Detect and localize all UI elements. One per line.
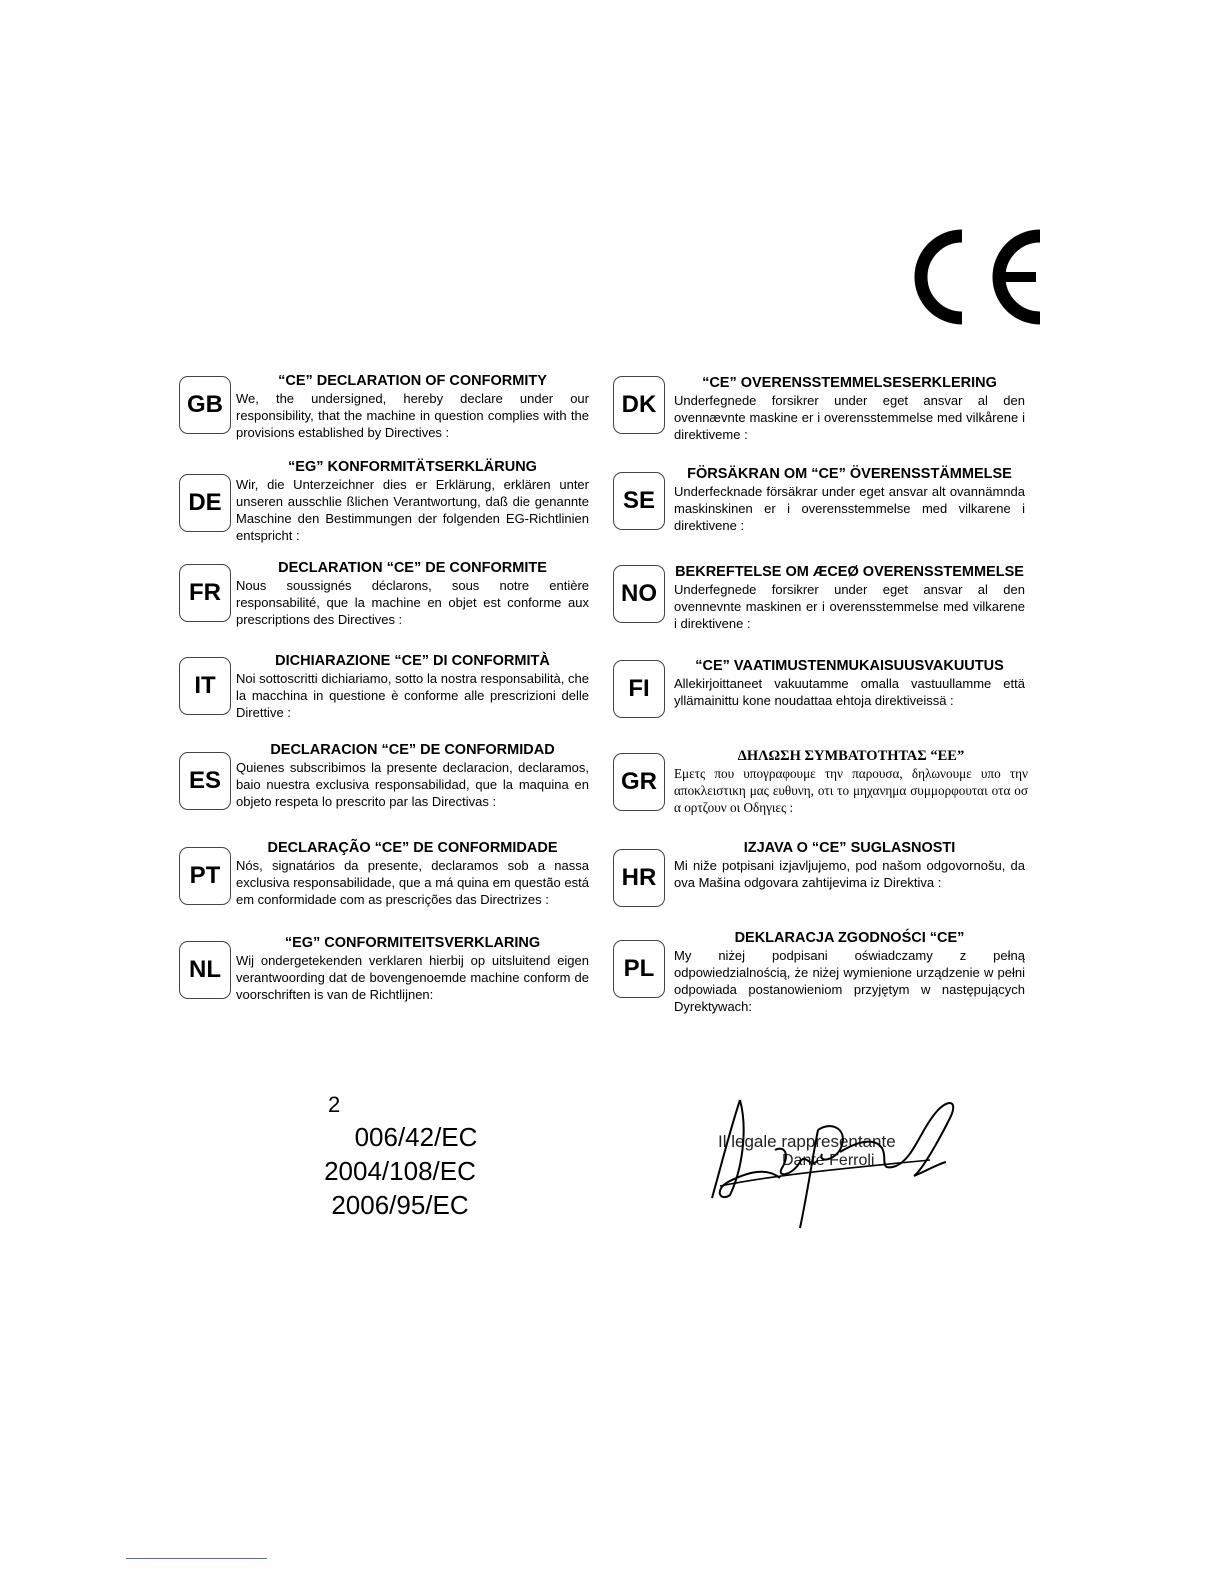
language-code-badge: DK bbox=[613, 376, 665, 434]
handwritten-signature-icon bbox=[700, 1090, 980, 1240]
declaration-text: My niżej podpisani oświadczamy z pełną odpowiedzialnością, że niżej wymienione urządzenie w pełni odpowiada postanowieniom przyjętym w następujących Dyrektywach: bbox=[674, 948, 1025, 1014]
language-code-badge: NO bbox=[613, 565, 665, 623]
language-code-badge: SE bbox=[613, 472, 665, 530]
declaration-hr bbox=[613, 840, 1025, 920]
language-code-badge: DE bbox=[179, 474, 231, 532]
declaration-text: Underfegnede forsikrer under eget ansvar al den ovennævnte maskine er i overensstemmelse med vilkårene i direktiveme : bbox=[674, 393, 1025, 442]
declaration-text: Εμετς που υπογραφουμε την παρουσα, δηλωνουμε υπο την αποκλειστικη μας ευθυνη, οτι το μηχανημα συμμορφουται οτα οσ α ορτζουν οι Οδηγιες : bbox=[674, 766, 1028, 815]
declaration-pl bbox=[613, 930, 1025, 1015]
declaration-text: Nós, signatários da presente, declaramos sob a nassa exclusiva responsabilidade, que a má quina em questão está em conformidade com as prescrições das Directrizes : bbox=[236, 858, 589, 907]
language-code-badge: FI bbox=[613, 660, 665, 718]
language-code-badge: PL bbox=[613, 940, 665, 998]
declaration-nl bbox=[179, 935, 589, 1015]
declaration-it bbox=[179, 653, 589, 733]
declaration-title: “CE” OVERENSSTEMMELSESERKLERING bbox=[702, 375, 997, 391]
language-code-badge: GR bbox=[613, 753, 665, 811]
declaration-fr bbox=[179, 560, 589, 640]
declaration-title: DECLARAÇÃO “CE” DE CONFORMIDADE bbox=[267, 840, 558, 856]
declaration-title: “CE” VAATIMUSTENMUKAISUUSVAKUUTUS bbox=[695, 658, 1004, 674]
ce-mark-logo bbox=[912, 228, 1048, 326]
declaration-de bbox=[179, 459, 589, 549]
declaration-title: “CE” DECLARATION OF CONFORMITY bbox=[278, 373, 547, 389]
signatory-role: Il legale rappresentante bbox=[718, 1132, 896, 1151]
declaration-text: We, the undersigned, hereby declare under our responsibility, that the machine in question complies with the provisions established by Directives : bbox=[236, 391, 589, 440]
declaration-text: Wir, die Unterzeichner dies er Erklärung, erklären unter unseren ausschlie ßlichen Verantwortung, daß die genannte Maschine den Bestimmungen der folgenden EG-Richtlinien entspricht : bbox=[236, 477, 589, 543]
declaration-text: Underfegnede forsikrer under eget ansvar al den ovennevnte maskinen er i overensstemmelse med vilkarene i direktivene : bbox=[674, 582, 1025, 631]
declaration-text: Mi niže potpisani izjavljujemo, pod našom odgovornošu, da ova Mašina odgovara zahtijevima iz Direktiva : bbox=[674, 858, 1025, 890]
directive-list bbox=[300, 1090, 500, 1222]
declaration-no bbox=[613, 564, 1025, 644]
declaration-gb bbox=[179, 373, 589, 453]
declaration-title: ΔΗΛΩΣΗ ΣΥΜΒΑΤΟΤΗΤΑΣ “EE” bbox=[737, 748, 965, 764]
language-code-badge: FR bbox=[179, 564, 231, 622]
language-code-badge: ES bbox=[179, 752, 231, 810]
declaration-title: “EG” KONFORMITÄTSERKLÄRUNG bbox=[288, 459, 537, 475]
language-code-badge: PT bbox=[179, 847, 231, 905]
declaration-title: BEKREFTELSE OM ÆCEØ OVERENSSTEMMELSE bbox=[675, 564, 1024, 580]
declaration-text: Quienes subscribimos la presente declaracion, declaramos, baio nuestra exclusiva responsabilidad, que la maquina en objeto respeta lo prescrito par las Directivas : bbox=[236, 760, 589, 809]
declaration-text: Allekirjoittaneet vakuutamme omalla vastuullamme että yllämainittu kone noudattaa ehtoja direktiveissä : bbox=[674, 676, 1025, 708]
declaration-dk bbox=[613, 375, 1025, 455]
directive-item: 2 bbox=[328, 1092, 341, 1117]
signature-block bbox=[700, 1090, 980, 1240]
language-code-badge: NL bbox=[179, 941, 231, 999]
directive-item: 2004/108/EC bbox=[324, 1156, 476, 1186]
declaration-text: Nous soussignés déclarons, sous notre entière responsabilité, que la machine en objet est conforme aux prescriptions des Directives : bbox=[236, 578, 589, 627]
declaration-gr bbox=[613, 748, 1028, 828]
signatory-name: Dante Ferroli bbox=[782, 1152, 875, 1169]
declaration-title: IZJAVA O “CE” SUGLASNOSTI bbox=[743, 840, 956, 856]
declaration-title: DECLARACION “CE” DE CONFORMIDAD bbox=[270, 742, 555, 758]
language-code-badge: IT bbox=[179, 657, 231, 715]
declaration-pt bbox=[179, 840, 589, 925]
language-code-badge: HR bbox=[613, 849, 665, 907]
directive-item: 006/42/EC bbox=[354, 1122, 478, 1152]
footer-separator bbox=[126, 1558, 267, 1559]
declaration-title: DECLARATION “CE” DE CONFORMITE bbox=[278, 560, 547, 576]
declaration-title: DEKLARACJA ZGODNOŚCI “CE” bbox=[734, 930, 965, 946]
declaration-title: FÖRSÄKRAN OM “CE” ÖVERENSSTÄMMELSE bbox=[687, 466, 1012, 482]
declaration-text: Wij ondergetekenden verklaren hierbij op uitsluitend eigen verantwoording dat de bovengenoemde machine conform de voorschriften is van de Richtlijnen: bbox=[236, 953, 589, 1002]
declaration-fi bbox=[613, 658, 1025, 738]
declaration-text: Noi sottoscritti dichiariamo, sotto la nostra responsabilità, che la macchina in questione è conforme alle prescrizioni delle Direttive : bbox=[236, 671, 589, 720]
language-code-badge: GB bbox=[179, 376, 231, 434]
declaration-es bbox=[179, 742, 589, 827]
declaration-text: Underfecknade försäkrar under eget ansvar alt ovannämnda maskinskinen er i overensstemmelse med vilkarene i direktivene : bbox=[674, 484, 1025, 533]
declaration-title: DICHIARAZIONE “CE” DI CONFORMITÀ bbox=[275, 653, 550, 669]
declaration-se bbox=[613, 466, 1025, 546]
directive-item: 2006/95/EC bbox=[331, 1190, 469, 1220]
declaration-title: “EG” CONFORMITEITSVERKLARING bbox=[284, 935, 541, 951]
